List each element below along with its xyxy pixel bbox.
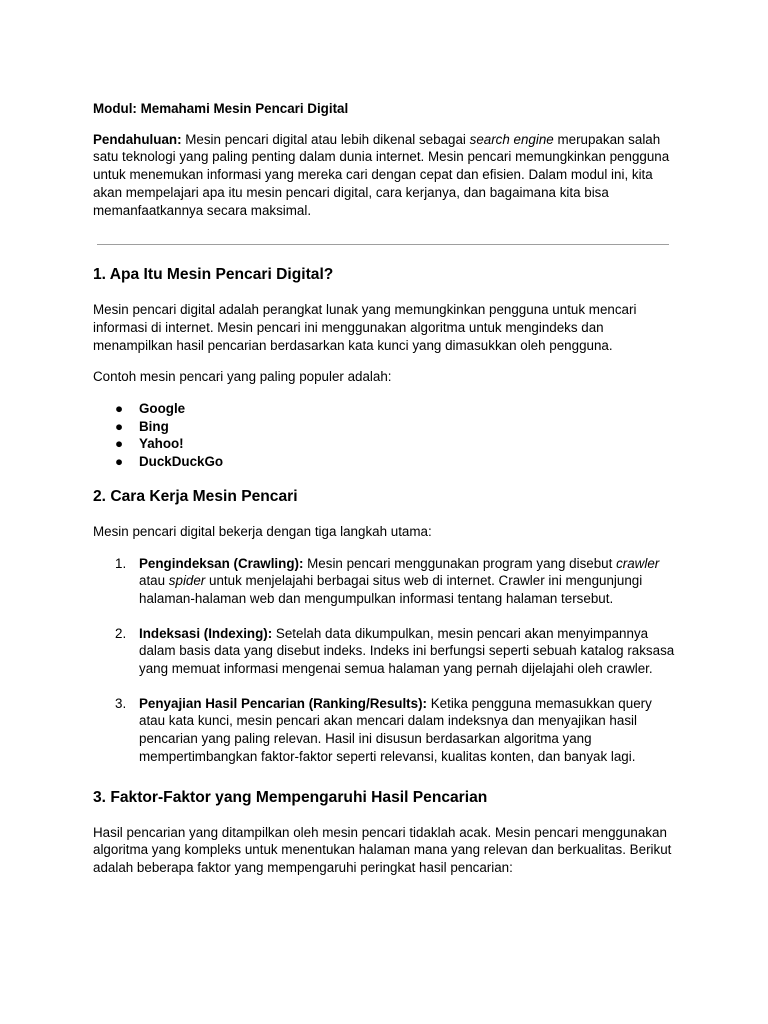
step-text-2: atau <box>139 573 169 589</box>
list-item <box>93 453 681 471</box>
section-1-heading: 1. Apa Itu Mesin Pencari Digital? <box>93 266 334 284</box>
list-item <box>93 418 681 436</box>
list-item-text: Google <box>139 401 186 417</box>
step-number: 3. <box>115 695 127 711</box>
step-label: Pengindeksan (Crawling): <box>139 555 304 571</box>
section-1-paragraph: Mesin pencari digital adalah perangkat lunak yang memungkinkan pengguna untuk mencari informasi di internet. Mesin pencari ini menggunakan algoritma untuk mengindeks dan menampilkan hasil pencarian berdasarkan kata kunci yang dimasukkan oleh pengguna. <box>93 302 637 353</box>
section-3-heading: 3. Faktor-Faktor yang Mempengaruhi Hasil Pencarian <box>93 788 488 806</box>
list-item <box>93 400 681 418</box>
list-item-text: Bing <box>139 418 169 434</box>
bullet-icon: ● <box>115 454 124 470</box>
document-title: Modul: Memahami Mesin Pencari Digital <box>93 101 349 116</box>
list-item-text: Yahoo! <box>139 436 184 452</box>
steps-list <box>93 555 681 766</box>
step-item <box>93 695 681 766</box>
intro-term: search engine <box>469 131 554 147</box>
step-text-3: untuk menjelajahi berbagai situs web di internet. Crawler ini mengunjungi halaman-halaman web dan mengumpulkan informasi tentang halaman tersebut. <box>139 573 643 606</box>
list-item <box>93 435 681 453</box>
search-engine-list <box>93 400 681 471</box>
bullet-icon: ● <box>115 418 124 434</box>
step-term-1: crawler <box>616 555 660 571</box>
section-2-heading: 2. Cara Kerja Mesin Pencari <box>93 487 298 505</box>
bullet-icon: ● <box>115 401 124 417</box>
step-number: 1. <box>115 555 127 571</box>
section-divider <box>97 244 669 245</box>
step-text: Ketika pengguna memasukkan query atau kata kunci, mesin pencari akan mencari dalam indeksnya dan menyajikan hasil pencarian yang paling relevan. Hasil ini disusun berdasarkan algoritma yang mempertimbangkan faktor-faktor seperti relevansi, kualitas konten, dan banyak lagi. <box>139 695 652 764</box>
section-3-paragraph: Hasil pencarian yang ditampilkan oleh mesin pencari tidaklah acak. Mesin pencari menggunakan algoritma yang kompleks untuk menentukan halaman mana yang relevan dan berkualitas. Berikut adalah beberapa faktor yang mempengaruhi peringkat hasil pencarian: <box>93 824 672 875</box>
document-body <box>93 100 681 891</box>
intro-label: Pendahuluan: <box>93 131 182 147</box>
intro-text-2: merupakan salah satu teknologi yang paling penting dalam dunia internet. Mesin pencari memungkinkan pengguna untuk menemukan informasi yang mereka cari dengan cepat dan efisien. Dalam modul ini, kita akan mempelajari apa itu mesin pencari digital, cara kerjanya, dan bagaimana kita bisa memanfaatkannya secara maksimal. <box>93 131 670 218</box>
step-item <box>93 555 681 608</box>
step-label: Penyajian Hasil Pencarian (Ranking/Results): <box>139 695 427 711</box>
examples-intro: Contoh mesin pencari yang paling populer adalah: <box>93 369 392 385</box>
list-item-text: DuckDuckGo <box>139 454 224 470</box>
bullet-icon: ● <box>115 436 124 452</box>
section-2-intro: Mesin pencari digital bekerja dengan tiga langkah utama: <box>93 523 432 539</box>
step-number: 2. <box>115 625 127 641</box>
intro-paragraph <box>93 131 681 220</box>
step-text: Setelah data dikumpulkan, mesin pencari akan menyimpannya dalam basis data yang disebut indeks. Indeks ini berfungsi seperti sebuah katalog raksasa yang memuat informasi mengenai semua halaman yang pernah dijelajahi oleh crawler. <box>139 625 675 677</box>
step-term-2: spider <box>168 573 206 589</box>
intro-text-1: Mesin pencari digital atau lebih dikenal sebagai <box>181 131 470 147</box>
step-text-1: Mesin pencari menggunakan program yang disebut <box>303 555 617 571</box>
step-item <box>93 625 681 678</box>
step-label: Indeksasi (Indexing): <box>139 625 273 641</box>
